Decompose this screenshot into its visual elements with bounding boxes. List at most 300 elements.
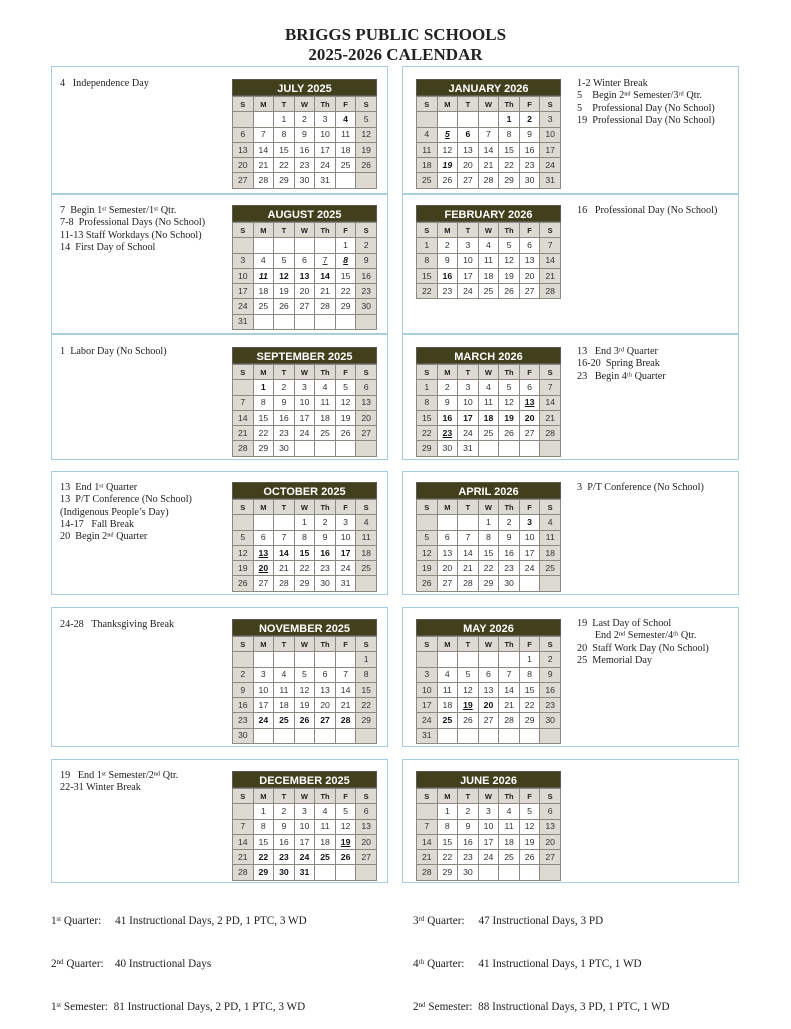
day-cell: 25 xyxy=(356,561,377,576)
weekday-label: S xyxy=(417,500,438,515)
day-cell: 24 xyxy=(294,426,315,441)
day-cell: 9 xyxy=(274,395,295,410)
empty-cell xyxy=(294,441,315,456)
day-cell: 16 xyxy=(356,268,377,283)
page-subtitle: 2025-2026 CALENDAR xyxy=(308,45,483,64)
day-cell: 23 xyxy=(458,850,479,865)
empty-cell xyxy=(458,728,479,743)
day-cell: 10 xyxy=(294,395,315,410)
weekday-label: T xyxy=(274,97,295,112)
weekday-label: T xyxy=(274,500,295,515)
day-cell: 4 xyxy=(274,667,295,682)
day-cell: 21 xyxy=(478,158,499,173)
weekday-label: F xyxy=(335,637,356,652)
month-panel-november-2025 xyxy=(51,607,388,747)
weekday-label: M xyxy=(253,223,274,238)
day-cell: 7 xyxy=(417,819,438,834)
day-cell: 17 xyxy=(478,834,499,849)
day-cell: 5 xyxy=(335,380,356,395)
weekday-label: F xyxy=(519,637,540,652)
month-name: JULY 2025 xyxy=(232,79,377,96)
day-cell: 8 xyxy=(356,667,377,682)
weekday-label: M xyxy=(253,365,274,380)
day-cell: 9 xyxy=(437,395,458,410)
day-cell: 11 xyxy=(437,682,458,697)
day-cell: 18 xyxy=(356,545,377,560)
month-name: OCTOBER 2025 xyxy=(232,482,377,499)
calendar-march-2026 xyxy=(416,347,561,457)
day-cell: 7 xyxy=(315,253,336,268)
day-cell: 8 xyxy=(253,819,274,834)
month-panel-march-2026 xyxy=(402,334,739,460)
weekday-label: S xyxy=(233,637,254,652)
calendar-september-2025 xyxy=(232,347,377,457)
day-cell: 27 xyxy=(356,850,377,865)
month-notes: 1-2 Winter Break 5 Begin 2ⁿᵈ Semester/3ʳᵈ Qtr. 5 Professional Day (No School) 19 Professional Day (No School) xyxy=(577,78,715,126)
day-cell: 24 xyxy=(458,426,479,441)
day-cell: 1 xyxy=(478,515,499,530)
day-cell: 27 xyxy=(519,284,540,299)
weekday-label: F xyxy=(335,789,356,804)
weekday-label: Th xyxy=(315,789,336,804)
day-cell: 22 xyxy=(417,426,438,441)
day-cell: 26 xyxy=(294,713,315,728)
day-cell: 5 xyxy=(417,530,438,545)
calendar-october-2025 xyxy=(232,482,377,592)
weekday-label: S xyxy=(417,223,438,238)
day-cell: 25 xyxy=(274,713,295,728)
month-notes: 16 Professional Day (No School) xyxy=(577,205,718,216)
day-cell: 29 xyxy=(274,173,295,188)
day-cell: 29 xyxy=(294,576,315,591)
empty-cell xyxy=(294,728,315,743)
month-name: NOVEMBER 2025 xyxy=(232,619,377,636)
month-panel-may-2026 xyxy=(402,607,739,747)
day-cell: 8 xyxy=(253,395,274,410)
day-cell: 8 xyxy=(417,253,438,268)
day-cell: 22 xyxy=(417,284,438,299)
day-cell: 19 xyxy=(335,834,356,849)
day-cell: 16 xyxy=(274,834,295,849)
day-cell: 13 xyxy=(356,819,377,834)
day-cell: 17 xyxy=(458,410,479,425)
day-cell: 17 xyxy=(540,142,561,157)
day-cell: 23 xyxy=(437,426,458,441)
day-cell: 17 xyxy=(294,834,315,849)
day-cell: 9 xyxy=(437,253,458,268)
day-cell: 29 xyxy=(437,865,458,880)
day-cell: 11 xyxy=(417,142,438,157)
day-cell: 6 xyxy=(356,804,377,819)
day-cell: 18 xyxy=(315,410,336,425)
day-cell: 13 xyxy=(519,395,540,410)
day-cell: 18 xyxy=(540,545,561,560)
empty-cell xyxy=(356,865,377,880)
day-cell: 9 xyxy=(540,667,561,682)
day-cell: 27 xyxy=(356,426,377,441)
day-cell: 15 xyxy=(417,268,438,283)
weekday-label: T xyxy=(458,637,479,652)
day-cell: 14 xyxy=(478,142,499,157)
month-panel-january-2026 xyxy=(402,66,739,194)
day-cell: 6 xyxy=(356,380,377,395)
day-cell: 29 xyxy=(356,713,377,728)
empty-cell xyxy=(540,576,561,591)
day-cell: 21 xyxy=(233,850,254,865)
day-cell: 27 xyxy=(294,299,315,314)
day-cell: 31 xyxy=(294,865,315,880)
day-cell: 1 xyxy=(499,112,520,127)
day-cell: 27 xyxy=(458,173,479,188)
weekday-label: Th xyxy=(315,365,336,380)
month-name: DECEMBER 2025 xyxy=(232,771,377,788)
weekday-label: S xyxy=(417,637,438,652)
day-cell: 20 xyxy=(356,834,377,849)
day-cell: 10 xyxy=(335,530,356,545)
calendar-grid xyxy=(232,222,377,330)
empty-cell xyxy=(274,515,295,530)
weekday-label: S xyxy=(540,97,561,112)
day-cell: 15 xyxy=(253,410,274,425)
day-cell: 6 xyxy=(540,804,561,819)
month-name: APRIL 2026 xyxy=(416,482,561,499)
day-cell: 21 xyxy=(540,410,561,425)
day-cell: 14 xyxy=(233,410,254,425)
day-cell: 16 xyxy=(437,268,458,283)
empty-cell xyxy=(540,728,561,743)
day-cell: 30 xyxy=(540,713,561,728)
day-cell: 2 xyxy=(458,804,479,819)
day-cell: 28 xyxy=(233,865,254,880)
empty-cell xyxy=(356,441,377,456)
day-cell: 18 xyxy=(417,158,438,173)
day-cell: 3 xyxy=(233,253,254,268)
day-cell: 25 xyxy=(540,561,561,576)
weekday-label: Th xyxy=(499,789,520,804)
day-cell: 19 xyxy=(274,284,295,299)
day-cell: 7 xyxy=(233,819,254,834)
weekday-label: F xyxy=(335,223,356,238)
day-cell: 26 xyxy=(499,426,520,441)
month-notes: 13 End 1ˢᵗ Quarter 13 P/T Conference (No School) (Indigenous People’s Day) 14-17 Fall Break 20 Begin 2ⁿᵈ Quarter xyxy=(60,482,192,543)
empty-cell xyxy=(253,652,274,667)
day-cell: 12 xyxy=(458,682,479,697)
day-cell: 30 xyxy=(294,173,315,188)
day-cell: 27 xyxy=(519,426,540,441)
empty-cell xyxy=(437,728,458,743)
weekday-label: W xyxy=(478,223,499,238)
day-cell: 2 xyxy=(356,238,377,253)
day-cell: 2 xyxy=(274,380,295,395)
month-notes: 13 End 3ʳᵈ Quarter 16-20 Spring Break 23 Begin 4ᵗʰ Quarter xyxy=(577,346,666,382)
weekday-label: S xyxy=(233,365,254,380)
day-cell: 23 xyxy=(274,850,295,865)
day-cell: 13 xyxy=(356,395,377,410)
day-cell: 18 xyxy=(274,698,295,713)
calendar-august-2025 xyxy=(232,205,377,330)
weekday-label: S xyxy=(417,365,438,380)
day-cell: 16 xyxy=(540,682,561,697)
day-cell: 14 xyxy=(417,834,438,849)
weekday-label: W xyxy=(294,365,315,380)
day-cell: 8 xyxy=(437,819,458,834)
month-panel-december-2025 xyxy=(51,759,388,883)
day-cell: 8 xyxy=(294,530,315,545)
summary-left xyxy=(51,885,307,1029)
empty-cell xyxy=(540,441,561,456)
summary-line: 2ⁿᵈ Semester: 88 Instructional Days, 3 PD, 1 PTC, 1 WD xyxy=(413,1001,670,1014)
day-cell: 22 xyxy=(356,698,377,713)
weekday-label: F xyxy=(335,97,356,112)
weekday-label: Th xyxy=(315,500,336,515)
day-cell: 22 xyxy=(253,426,274,441)
day-cell: 5 xyxy=(233,530,254,545)
day-cell: 28 xyxy=(335,713,356,728)
day-cell: 30 xyxy=(519,173,540,188)
weekday-label: M xyxy=(437,637,458,652)
day-cell: 1 xyxy=(253,380,274,395)
empty-cell xyxy=(499,441,520,456)
month-name: AUGUST 2025 xyxy=(232,205,377,222)
day-cell: 22 xyxy=(335,284,356,299)
weekday-label: W xyxy=(294,637,315,652)
day-cell: 30 xyxy=(499,576,520,591)
weekday-label: Th xyxy=(315,637,336,652)
day-cell: 3 xyxy=(294,380,315,395)
day-cell: 8 xyxy=(335,253,356,268)
day-cell: 31 xyxy=(315,173,336,188)
day-cell: 12 xyxy=(356,127,377,142)
weekday-label: S xyxy=(540,637,561,652)
day-cell: 23 xyxy=(294,158,315,173)
month-panel-april-2026 xyxy=(402,471,739,595)
day-cell: 10 xyxy=(315,127,336,142)
day-cell: 25 xyxy=(437,713,458,728)
month-notes: 1 Labor Day (No School) xyxy=(60,346,167,357)
day-cell: 17 xyxy=(294,410,315,425)
day-cell: 12 xyxy=(519,819,540,834)
day-cell: 3 xyxy=(253,667,274,682)
weekday-label: W xyxy=(478,365,499,380)
day-cell: 20 xyxy=(315,698,336,713)
day-cell: 2 xyxy=(499,515,520,530)
calendar-january-2026 xyxy=(416,79,561,189)
day-cell: 21 xyxy=(233,426,254,441)
day-cell: 15 xyxy=(274,142,295,157)
summary-line: 3ʳᵈ Quarter: 47 Instructional Days, 3 PD xyxy=(413,914,604,927)
day-cell: 21 xyxy=(499,698,520,713)
month-panel-june-2026 xyxy=(402,759,739,883)
month-notes: 7 Begin 1ˢᵗ Semester/1ˢᵗ Qtr. 7-8 Professional Days (No School) 11-13 Staff Workdays (No School) 14 First Day of School xyxy=(60,205,206,253)
empty-cell xyxy=(356,728,377,743)
weekday-label: F xyxy=(335,365,356,380)
weekday-label: S xyxy=(417,789,438,804)
day-cell: 6 xyxy=(233,127,254,142)
day-cell: 15 xyxy=(478,545,499,560)
day-cell: 2 xyxy=(315,515,336,530)
weekday-label: M xyxy=(437,223,458,238)
empty-cell xyxy=(437,112,458,127)
day-cell: 17 xyxy=(335,545,356,560)
day-cell: 23 xyxy=(437,284,458,299)
day-cell: 30 xyxy=(274,865,295,880)
day-cell: 28 xyxy=(233,441,254,456)
day-cell: 7 xyxy=(458,530,479,545)
day-cell: 29 xyxy=(417,441,438,456)
weekday-label: S xyxy=(356,789,377,804)
empty-cell xyxy=(233,238,254,253)
day-cell: 24 xyxy=(519,561,540,576)
weekday-label: Th xyxy=(499,500,520,515)
calendar-grid xyxy=(232,96,377,189)
day-cell: 4 xyxy=(315,380,336,395)
day-cell: 5 xyxy=(437,127,458,142)
day-cell: 22 xyxy=(478,561,499,576)
day-cell: 25 xyxy=(253,299,274,314)
day-cell: 27 xyxy=(233,173,254,188)
day-cell: 24 xyxy=(294,850,315,865)
weekday-label: M xyxy=(437,500,458,515)
day-cell: 6 xyxy=(519,380,540,395)
day-cell: 16 xyxy=(519,142,540,157)
day-cell: 13 xyxy=(233,142,254,157)
calendar-july-2025 xyxy=(232,79,377,189)
day-cell: 19 xyxy=(417,561,438,576)
day-cell: 9 xyxy=(519,127,540,142)
day-cell: 30 xyxy=(233,728,254,743)
month-name: JANUARY 2026 xyxy=(416,79,561,96)
day-cell: 27 xyxy=(478,713,499,728)
day-cell: 30 xyxy=(315,576,336,591)
day-cell: 1 xyxy=(356,652,377,667)
empty-cell xyxy=(233,112,254,127)
calendar-grid xyxy=(232,364,377,457)
empty-cell xyxy=(274,652,295,667)
day-cell: 5 xyxy=(294,667,315,682)
day-cell: 21 xyxy=(315,284,336,299)
day-cell: 25 xyxy=(315,850,336,865)
day-cell: 20 xyxy=(294,284,315,299)
empty-cell xyxy=(294,238,315,253)
weekday-label: F xyxy=(519,500,540,515)
day-cell: 30 xyxy=(356,299,377,314)
calendar-december-2025 xyxy=(232,771,377,881)
empty-cell xyxy=(315,238,336,253)
day-cell: 20 xyxy=(356,410,377,425)
day-cell: 14 xyxy=(315,268,336,283)
day-cell: 20 xyxy=(253,561,274,576)
weekday-label: Th xyxy=(499,97,520,112)
day-cell: 5 xyxy=(519,804,540,819)
day-cell: 15 xyxy=(519,682,540,697)
empty-cell xyxy=(437,515,458,530)
day-cell: 7 xyxy=(233,395,254,410)
day-cell: 28 xyxy=(274,576,295,591)
day-cell: 22 xyxy=(519,698,540,713)
weekday-label: W xyxy=(294,500,315,515)
day-cell: 24 xyxy=(315,158,336,173)
day-cell: 17 xyxy=(519,545,540,560)
day-cell: 11 xyxy=(253,268,274,283)
day-cell: 22 xyxy=(274,158,295,173)
empty-cell xyxy=(458,515,479,530)
day-cell: 5 xyxy=(335,804,356,819)
calendar-grid xyxy=(232,636,377,744)
day-cell: 16 xyxy=(458,834,479,849)
day-cell: 10 xyxy=(253,682,274,697)
empty-cell xyxy=(294,314,315,329)
day-cell: 9 xyxy=(233,682,254,697)
day-cell: 28 xyxy=(499,713,520,728)
weekday-label: S xyxy=(540,223,561,238)
day-cell: 12 xyxy=(294,682,315,697)
day-cell: 9 xyxy=(294,127,315,142)
weekday-label: T xyxy=(458,97,479,112)
weekday-label: M xyxy=(253,789,274,804)
month-notes: 24-28 Thanksgiving Break xyxy=(60,619,175,630)
calendar-grid xyxy=(416,499,561,592)
day-cell: 30 xyxy=(437,441,458,456)
day-cell: 28 xyxy=(540,284,561,299)
day-cell: 26 xyxy=(356,158,377,173)
day-cell: 18 xyxy=(335,142,356,157)
empty-cell xyxy=(294,652,315,667)
day-cell: 7 xyxy=(540,238,561,253)
day-cell: 2 xyxy=(233,667,254,682)
day-cell: 18 xyxy=(478,268,499,283)
day-cell: 19 xyxy=(335,410,356,425)
month-panel-february-2026 xyxy=(402,194,739,334)
weekday-label: T xyxy=(458,500,479,515)
day-cell: 27 xyxy=(437,576,458,591)
day-cell: 10 xyxy=(233,268,254,283)
empty-cell xyxy=(519,865,540,880)
day-cell: 17 xyxy=(417,698,438,713)
calendar-grid xyxy=(416,788,561,881)
weekday-label: T xyxy=(274,365,295,380)
day-cell: 10 xyxy=(478,819,499,834)
weekday-label: T xyxy=(458,223,479,238)
empty-cell xyxy=(478,865,499,880)
day-cell: 3 xyxy=(540,112,561,127)
day-cell: 11 xyxy=(335,127,356,142)
day-cell: 7 xyxy=(478,127,499,142)
day-cell: 13 xyxy=(437,545,458,560)
day-cell: 6 xyxy=(253,530,274,545)
day-cell: 8 xyxy=(417,395,438,410)
day-cell: 28 xyxy=(253,173,274,188)
day-cell: 19 xyxy=(437,158,458,173)
day-cell: 29 xyxy=(499,173,520,188)
empty-cell xyxy=(478,112,499,127)
day-cell: 4 xyxy=(478,238,499,253)
day-cell: 3 xyxy=(458,380,479,395)
day-cell: 21 xyxy=(417,850,438,865)
empty-cell xyxy=(417,804,438,819)
day-cell: 6 xyxy=(294,253,315,268)
day-cell: 6 xyxy=(478,667,499,682)
weekday-label: F xyxy=(519,365,540,380)
day-cell: 3 xyxy=(294,804,315,819)
day-cell: 10 xyxy=(294,819,315,834)
day-cell: 28 xyxy=(540,426,561,441)
day-cell: 1 xyxy=(253,804,274,819)
day-cell: 21 xyxy=(274,561,295,576)
day-cell: 25 xyxy=(478,284,499,299)
day-cell: 11 xyxy=(274,682,295,697)
day-cell: 7 xyxy=(540,380,561,395)
day-cell: 24 xyxy=(478,850,499,865)
